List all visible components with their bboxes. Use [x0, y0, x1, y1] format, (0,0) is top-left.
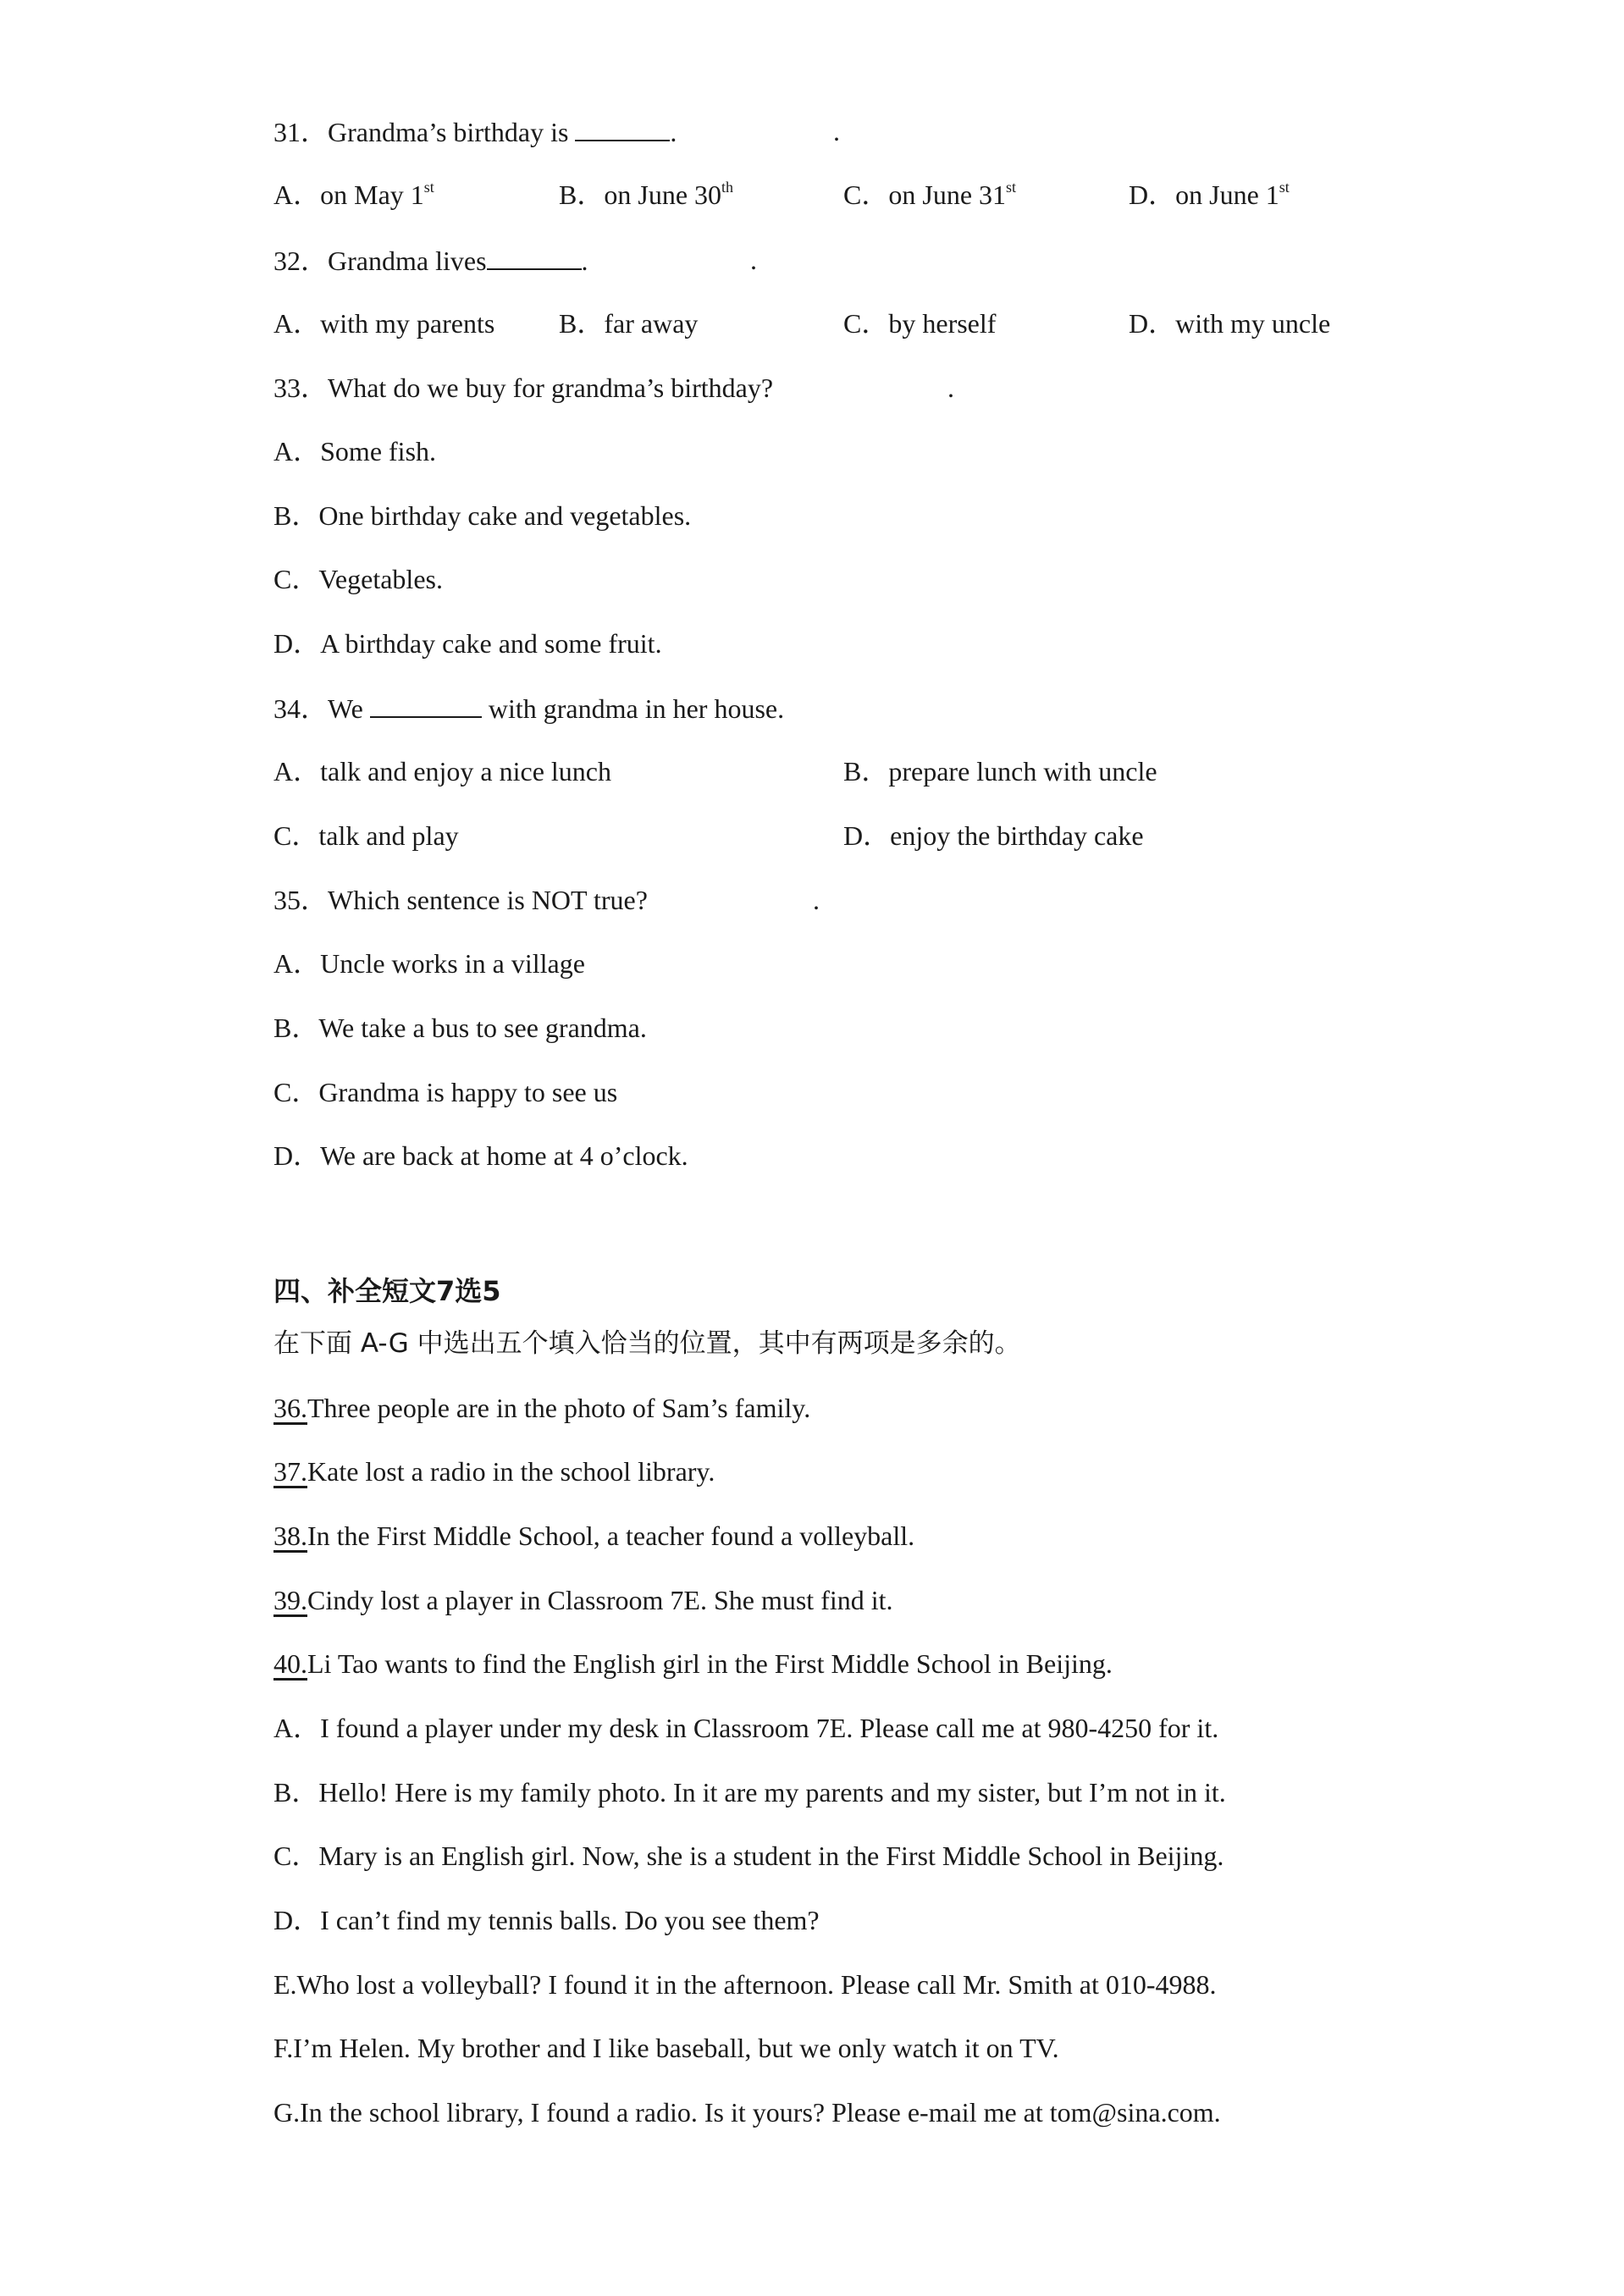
- question-number: 32．: [273, 246, 329, 276]
- q34-option-b: B．prepare lunch with uncle: [843, 756, 1157, 786]
- question-number: 34．: [273, 693, 329, 724]
- question-number: 35．: [273, 885, 329, 915]
- q35-option-d: D．We are back at home at 4 o’clock.: [273, 1140, 688, 1171]
- stray-mark: .: [750, 245, 757, 275]
- q33-option-c: C．Vegetables.: [273, 564, 443, 594]
- question-text: Grandma’s birthday is: [328, 117, 569, 147]
- question-31-stem: 31．Grandma’s birthday is .: [273, 114, 677, 149]
- q31-option-a: A．on May 1st: [273, 179, 434, 210]
- q34-option-a: A．talk and enjoy a nice lunch: [273, 756, 611, 786]
- blank-39: 39.Cindy lost a player in Classroom 7E. She must find it.: [273, 1585, 893, 1615]
- answer-blank: [575, 114, 670, 141]
- blank-number: 38.: [273, 1521, 307, 1551]
- blank-number: 37.: [273, 1456, 307, 1487]
- question-text: What do we buy for grandma’s birthday?: [328, 373, 774, 403]
- answer-blank: [370, 691, 482, 718]
- choice-e: E.Who lost a volleyball? I found it in the afternoon. Please call Mr. Smith at 010-4988.: [273, 1969, 1217, 2000]
- question-33-stem: [273, 371, 773, 405]
- stray-mark: .: [813, 885, 820, 915]
- q33-option-b: B．One birthday cake and vegetables.: [273, 500, 692, 531]
- q31-option-b: B．on June 30th: [559, 179, 734, 210]
- answer-blank: [487, 243, 582, 270]
- q32-option-d: D．with my uncle: [1129, 308, 1331, 339]
- q33-option-d: D．A birthday cake and some fruit.: [273, 628, 662, 659]
- question-text: Which sentence is NOT true?: [328, 885, 648, 915]
- question-number: 31．: [273, 117, 329, 147]
- question-35-stem: [273, 883, 648, 917]
- q32-option-b: B．far away: [559, 308, 699, 339]
- q32-option-a: A．with my parents: [273, 308, 495, 339]
- choice-a: A．I found a player under my desk in Classroom 7E. Please call me at 980-4250 for it.: [273, 1713, 1219, 1743]
- q31-option-d: D．on June 1st: [1129, 179, 1290, 210]
- blank-number: 40.: [273, 1648, 307, 1679]
- question-32-stem: 32．Grandma lives .: [273, 243, 588, 278]
- q35-option-b: B．We take a bus to see grandma.: [273, 1013, 647, 1043]
- stray-mark: .: [833, 116, 840, 146]
- section-heading: 四、补全短文7选5: [273, 1275, 501, 1307]
- question-34-stem: 34．We with grandma in her house.: [273, 691, 784, 726]
- stray-mark: .: [947, 373, 954, 403]
- q32-option-c: C．by herself: [843, 308, 997, 339]
- question-text: Grandma lives: [328, 246, 487, 276]
- q34-option-d: D．enjoy the birthday cake: [843, 820, 1144, 851]
- blank-number: 36.: [273, 1393, 307, 1423]
- choice-c: C．Mary is an English girl. Now, she is a student in the First Middle School in Beijing.: [273, 1841, 1224, 1871]
- question-number: 33．: [273, 373, 329, 403]
- blank-37: 37.Kate lost a radio in the school library.: [273, 1456, 715, 1487]
- q35-option-c: C．Grandma is happy to see us: [273, 1077, 618, 1107]
- choice-g: G.In the school library, I found a radio. Is it yours? Please e-mail me at tom@sina.com.: [273, 2097, 1221, 2128]
- choice-d: D．I can’t find my tennis balls. Do you see them?: [273, 1905, 820, 1935]
- q33-option-a: A．Some fish.: [273, 436, 437, 466]
- q34-option-c: C．talk and play: [273, 820, 459, 851]
- q31-option-c: C．on June 31st: [843, 179, 1017, 210]
- choice-f: F.I’m Helen. My brother and I like baseball, but we only watch it on TV.: [273, 2033, 1059, 2063]
- blank-number: 39.: [273, 1585, 307, 1615]
- choice-b: B．Hello! Here is my family photo. In it are my parents and my sister, but I’m not in it.: [273, 1777, 1226, 1808]
- blank-38: 38.In the First Middle School, a teacher found a volleyball.: [273, 1521, 915, 1551]
- blank-40: 40.Li Tao wants to find the English girl in the First Middle School in Beijing.: [273, 1648, 1113, 1679]
- blank-36: 36.Three people are in the photo of Sam’s family.: [273, 1393, 811, 1423]
- q35-option-a: A．Uncle works in a village: [273, 948, 585, 979]
- section-instruction: 在下面 A-G 中选出五个填入恰当的位置，其中有两项是多余的。: [273, 1328, 1021, 1359]
